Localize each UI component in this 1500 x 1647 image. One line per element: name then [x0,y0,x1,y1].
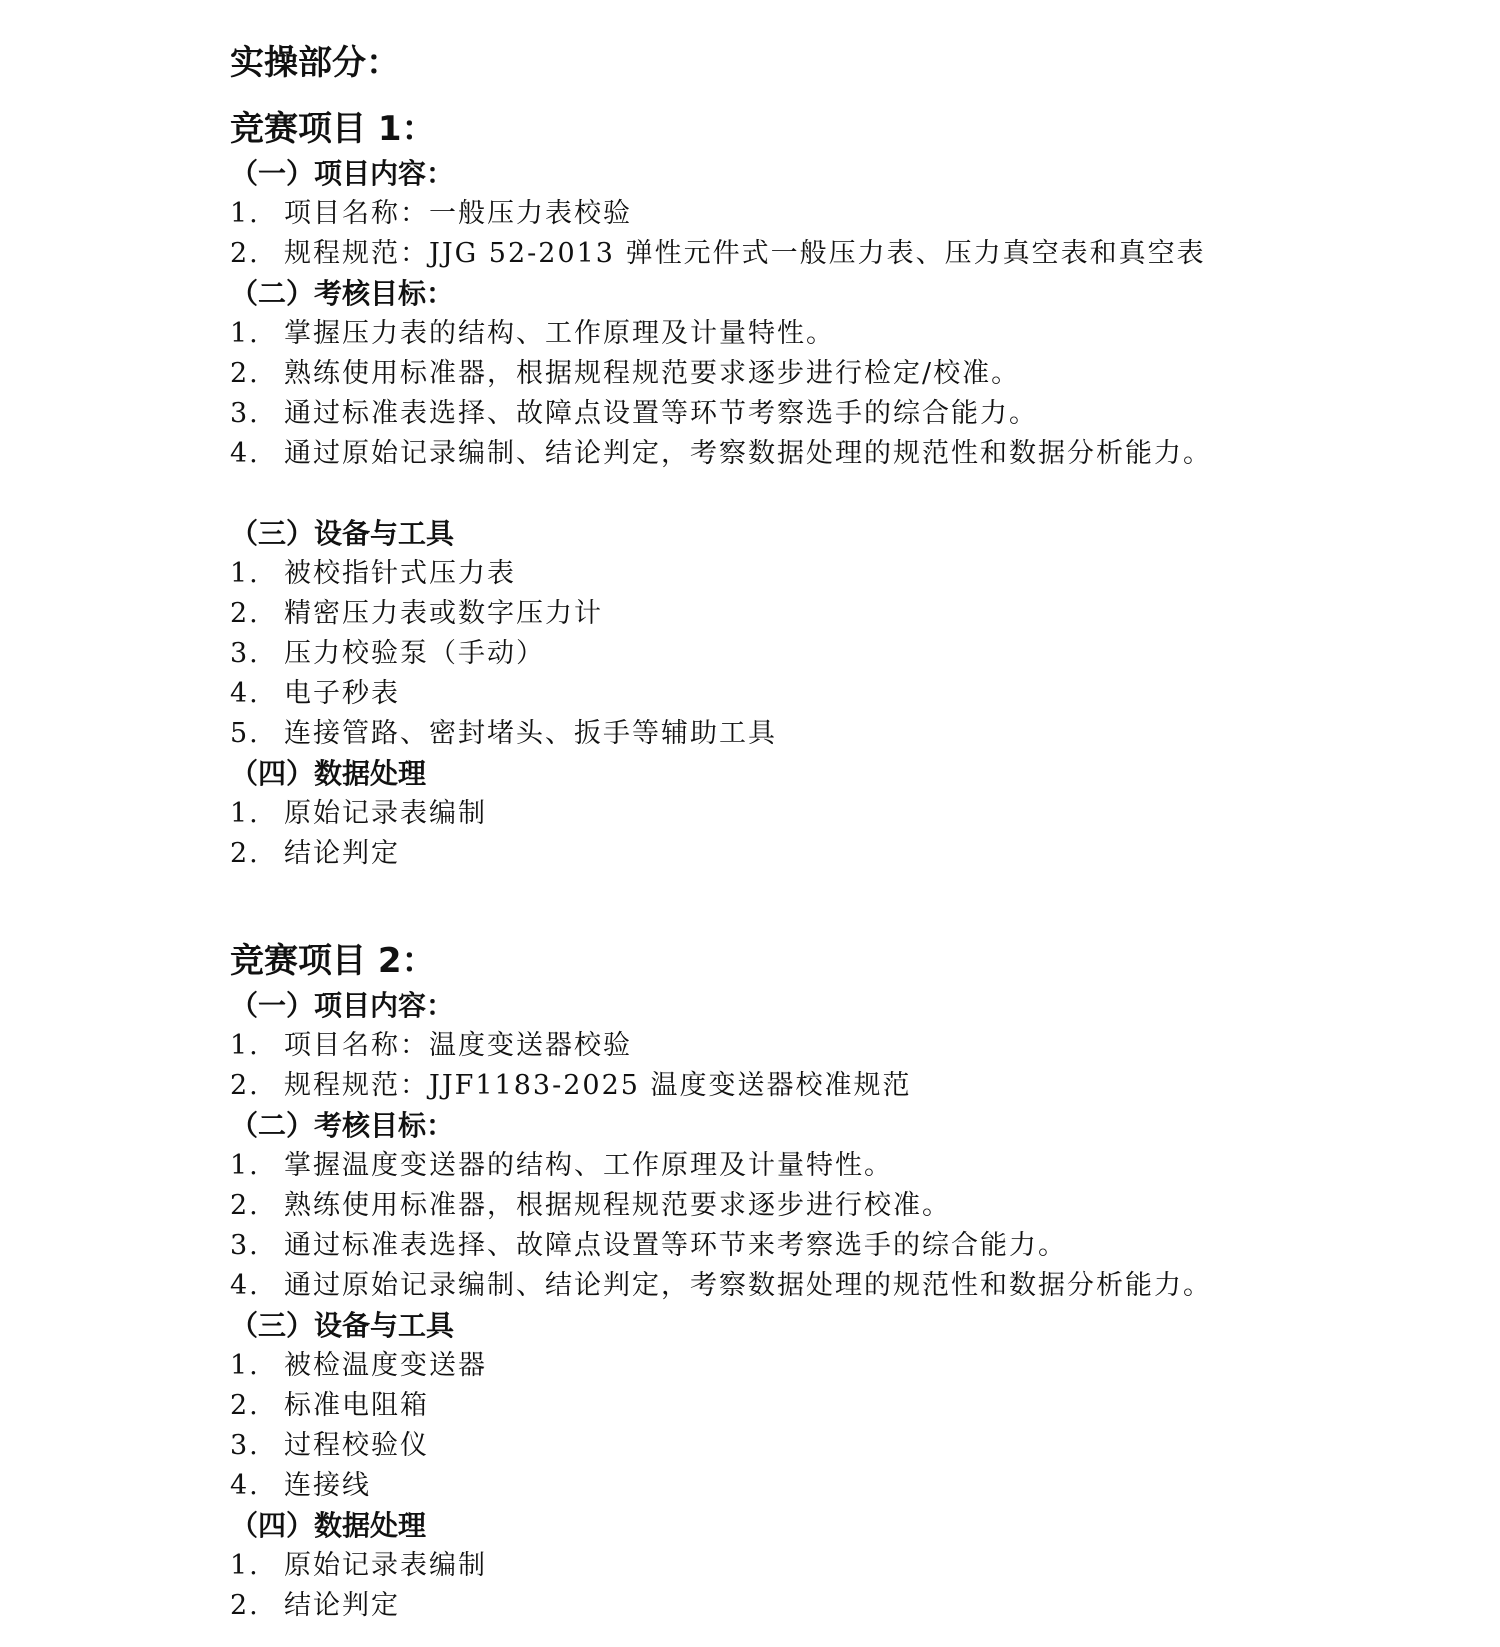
list-item [230,440,1212,467]
section-heading: （二）考核目标： [230,1109,455,1142]
list-text: 被校指针式压力表 [284,558,516,589]
list-text: 精密压力表或数字压力计 [284,598,603,629]
list-item [230,1152,893,1179]
section-heading: （四）数据处理 [230,757,427,790]
list-number: 4. [230,678,260,709]
section-heading: （四）数据处理 [230,1509,427,1542]
list-text: 原始记录表编制 [284,798,487,829]
list-number: 5. [230,718,260,749]
section-heading: （一）项目内容： [230,989,455,1022]
list-text: 压力校验泵（手动） [284,638,545,669]
list-item [230,1592,400,1619]
list-number: 4. [230,1470,260,1501]
list-text: 掌握压力表的结构、工作原理及计量特性。 [284,318,835,349]
list-text: 过程校验仪 [284,1430,429,1461]
list-number: 2. [230,1190,260,1221]
list-item [230,1032,632,1059]
list-number: 3. [230,1430,260,1461]
list-text: 项目名称：温度变送器校验 [284,1030,632,1061]
list-number: 2. [230,238,260,269]
list-number: 1. [230,1550,260,1581]
list-number: 1. [230,318,260,349]
list-item [230,1352,487,1379]
list-text: 掌握温度变送器的结构、工作原理及计量特性。 [284,1150,893,1181]
project-title: 竞赛项目 2： [230,941,436,981]
list-number: 1. [230,198,260,229]
list-item [230,800,487,827]
list-text: 结论判定 [284,1590,400,1621]
list-text: 规程规范：JJG 52-2013 弹性元件式一般压力表、压力真空表和真空表 [284,238,1206,269]
list-item [230,640,545,667]
list-item [230,1392,429,1419]
list-item [230,840,400,867]
list-number: 1. [230,1350,260,1381]
section-heading: （三）设备与工具 [230,517,455,550]
list-item [230,1432,429,1459]
list-number: 2. [230,838,260,869]
project-title: 竞赛项目 1： [230,109,436,149]
list-text: 通过原始记录编制、结论判定，考察数据处理的规范性和数据分析能力。 [284,1270,1212,1301]
list-text: 连接管路、密封堵头、扳手等辅助工具 [284,718,777,749]
list-text: 项目名称：一般压力表校验 [284,198,632,229]
list-item [230,680,400,707]
list-text: 熟练使用标准器，根据规程规范要求逐步进行校准。 [284,1190,951,1221]
list-item [230,720,777,747]
list-text: 电子秒表 [284,678,400,709]
section-heading: （三）设备与工具 [230,1309,455,1342]
list-item [230,200,632,227]
list-text: 通过标准表选择、故障点设置等环节考察选手的综合能力。 [284,398,1038,429]
list-text: 标准电阻箱 [284,1390,429,1421]
list-number: 1. [230,1030,260,1061]
list-number: 2. [230,598,260,629]
list-item [230,360,1020,387]
list-text: 原始记录表编制 [284,1550,487,1581]
list-number: 3. [230,638,260,669]
list-number: 3. [230,398,260,429]
list-text: 熟练使用标准器，根据规程规范要求逐步进行检定/校准。 [284,358,1021,389]
list-number: 1. [230,558,260,589]
list-number: 2. [230,1590,260,1621]
list-item [230,1232,1067,1259]
list-item [230,600,603,627]
list-item [230,1552,487,1579]
list-text: 通过标准表选择、故障点设置等环节来考察选手的综合能力。 [284,1230,1067,1261]
list-text: 通过原始记录编制、结论判定，考察数据处理的规范性和数据分析能力。 [284,438,1212,469]
list-number: 2. [230,358,260,389]
list-text: 规程规范：JJF1183-2025 温度变送器校准规范 [284,1070,912,1101]
list-number: 2. [230,1390,260,1421]
list-item [230,400,1038,427]
list-item [230,320,835,347]
list-item [230,1472,371,1499]
list-text: 连接线 [284,1470,371,1501]
list-text: 结论判定 [284,838,400,869]
list-item [230,1192,951,1219]
list-number: 3. [230,1230,260,1261]
list-number: 1. [230,1150,260,1181]
page-title: 实操部分： [230,43,400,83]
section-heading: （一）项目内容： [230,157,455,190]
list-item [230,560,516,587]
list-number: 4. [230,1270,260,1301]
list-number: 2. [230,1070,260,1101]
list-number: 1. [230,798,260,829]
list-text: 被检温度变送器 [284,1350,487,1381]
list-item [230,1272,1212,1299]
list-number: 4. [230,438,260,469]
list-item [230,1072,912,1099]
section-heading: （二）考核目标： [230,277,455,310]
list-item [230,240,1206,267]
